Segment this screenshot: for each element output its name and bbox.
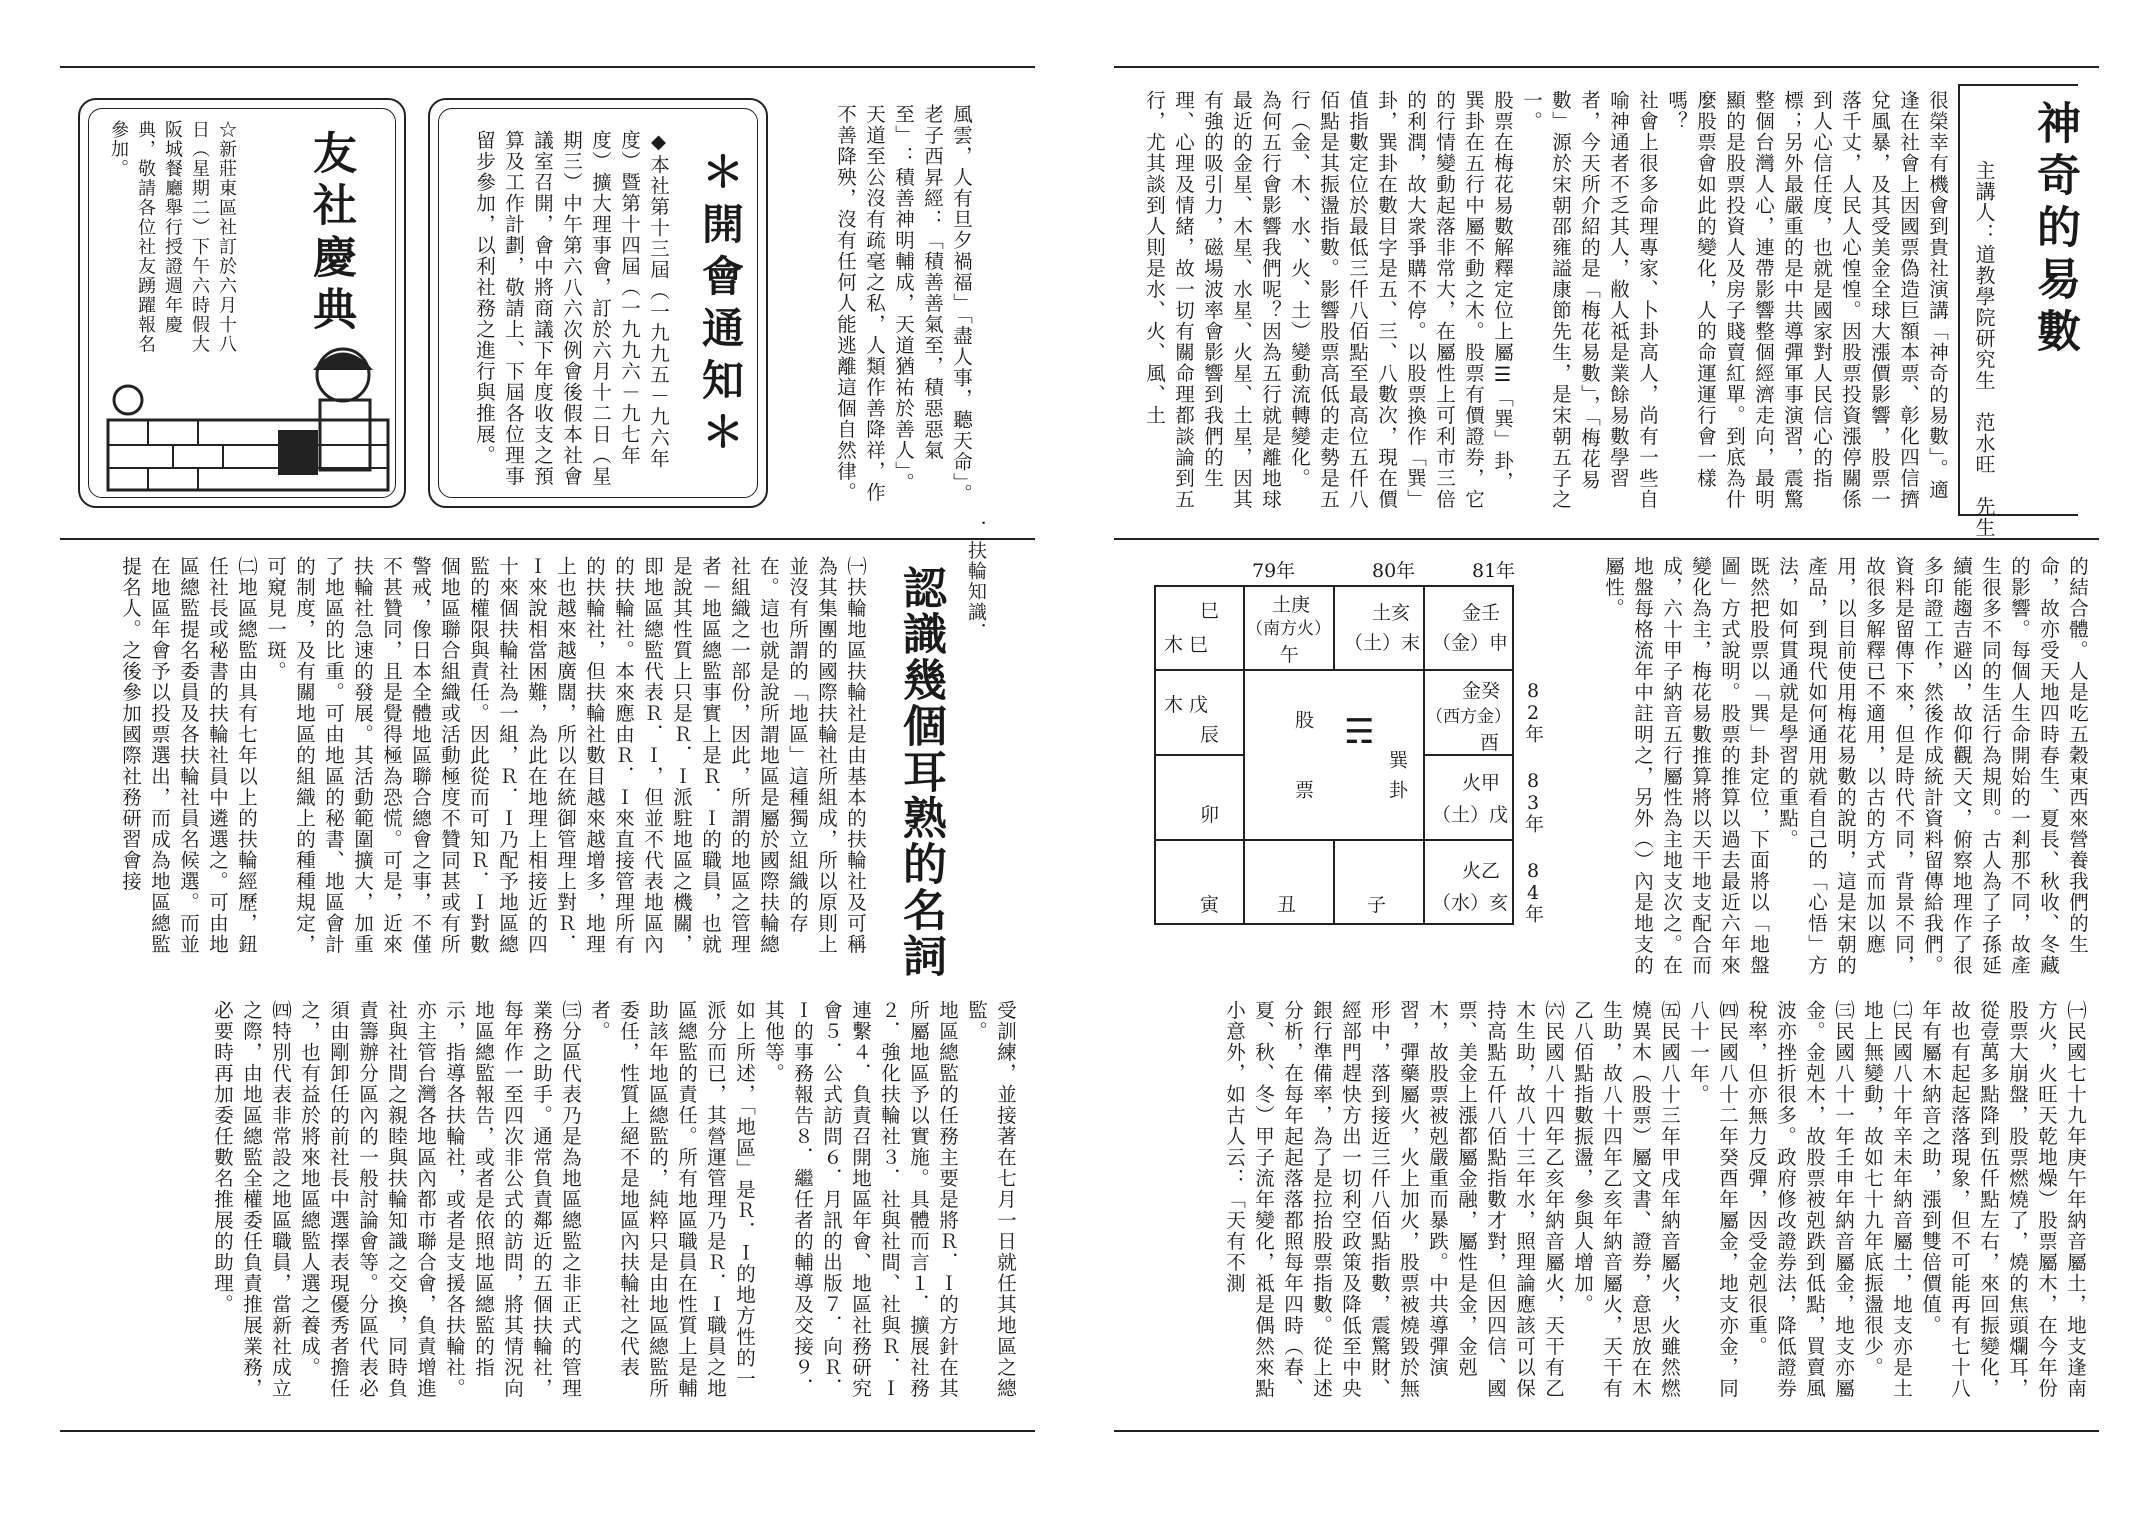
r0c3-b: （金）申 bbox=[1432, 632, 1509, 654]
rotary-knowledge-tag: ．扶輪知識． bbox=[965, 520, 987, 643]
mid-rule bbox=[60, 538, 1035, 540]
article-body-bottom: 受訓練，並接著在七月一日就任其地區之總監。 地區總監的任務主要是將Ｒ．Ｉ的方針在其所屬地區予以實施。具體而言１．擴展社務２．強化扶輪社３．社與社間、社與Ｒ．Ｉ連繫４．負責召開地區年會、地區社務研究會５．公式訪問６．月訊的出版７．向Ｒ．Ｉ的事務報告８．繼任者的輔導及交接９．其他等。 如上所述，「地區」是Ｒ．Ｉ的地方性的一派分而已，其營運管理乃是Ｒ．Ｉ職員之地區總監的責任。所有地區職員在性質上是輔助該年地區總監的，純粹只是由地區總監所委任，性質上絕不是地區內扶輪社之代表者。 ㈢分區代表乃是為地區總監之非正式的管理業務之助手。通常負責鄰近的五個扶輪社，每年作一至四次非公式的訪問，將其情況向地區總監報告，或者是依照地區總監的指示，指導各扶輪社，或者是支援各扶輪社。亦主管台灣各地區內都市聯合會，負責增進社與社間之親睦與扶輪知識之交換，同時負責籌辦分區內的一般討論會等。分區代表必須由剛卸任的前社長中選擇表現優秀者擔任之，也有益於將來地區總監人選之養成。 ㈣特別代表非常設之地區職員，當新社成立之際，由地區總監全權委任負責推展業務，必要時再加委任數名推展的助理。 bbox=[211, 1000, 1017, 1399]
year-79: 79年 bbox=[1252, 560, 1296, 582]
year-82: 82年 bbox=[1522, 680, 1544, 743]
mid-rule bbox=[1114, 538, 2099, 540]
r1c0-b: 辰 bbox=[1200, 724, 1220, 746]
r0c1-a: 土庚 bbox=[1272, 594, 1311, 616]
year-80: 80年 bbox=[1372, 560, 1416, 582]
clubs-title: 友社慶典 bbox=[305, 130, 356, 338]
r0c0-b: 木 巳 bbox=[1164, 634, 1209, 656]
top-body: 很榮幸有機會到貴社演講「神奇的易數」。適逢在社會上因國票偽造巨額本票、彰化四信擠兌風暴，及其受美金全球大漲價影響，股票一落千丈，人民人心惶惶。因股票投資漲停關係到人心信任度，也就是國家對人民信心的指標；另外最嚴重的是中共導彈軍事演習，震驚整個台灣人心，連帶影響整個經濟走向，最明顯的是股票投資人及房子賤賣紅單。到底為什麼股票會如此的變化，人的命運運行會一樣嗎？ 社會上很多命理專家、卜卦高人，尚有一些自喻神通者不乏其人，敝人祗是業餘易數學習者，今天所介紹的是「梅花易數」，「梅花易數」源於宋朝邵雍謚康節先生，是宋朝五子之一。 股票在梅花易數解釋定位上屬☰「巽」卦，巽卦在五行中屬不動之木。股票有價證券，它的行情變動起落非常大，在屬性上可利市三倍的利潤，故大衆爭購不停。以股票換作「巽」卦，巽卦在數目字是五、三、八數次，現在價值指數定位於最低三仟八佰點至最高位五仟八佰點是其振盪指數。影響股票高低的走勢是五行（金、木、水、火、土）變動流轉變化。 為何五行會影響我們呢？因為五行就是離地球最近的金星、木星、水星、火星、土星，因其有強的吸引力，磁場波率會影響到我們的生理、心理及情緒，故一切有關命理都談論到五行，尤其談到人則是水、火、風、土 bbox=[1143, 90, 1949, 510]
r3c3-a: 火乙 bbox=[1462, 860, 1501, 882]
mid-body: 的結合體。人是吃五穀東西來營養我們的生命，故亦受天地四時春生、夏長、秋收、冬藏的影響。每個人生命開始的一剎那不同，故產生很多不同的生活行為規則。古人為了子孫延續能趨吉避凶，故仰觀天文，俯察地理作了很多印證工作，然後作成統計資料留傳給我們。資料是留傳下來，但是時代不同，背景不同，故很多解釋已不適用，以古的方式而加以應用，以目前使用梅花易數的說明，這是宋朝的產品，到現代如何通用就看自己的「心悟」方法，如何貫通就是學習的重點。 既然把股票以「巽」卦定位，下面將以「地盤圖」方式說明。股票的推算以過去最近六年來變化為主，梅花易數推算將以天干地支配合而成，六十甲子納音五行屬性為主地支次之。在地盤每格流年中註明之，另外（）內是地支的屬性。 bbox=[1602, 556, 2089, 976]
title-frame-left bbox=[1958, 84, 1960, 516]
r1c3-b: （西方金） bbox=[1426, 707, 1511, 727]
top-column-text: 風雲，人有旦夕禍福」「盡人事，聽天命」。 老子西昇經：「積善善氣至，積惡惡氣至」：積善神明輔成，天道猶祐於善人」。天道至公沒有疏毫之私，人類作善降祥，作不善降殃，沒有任何人能逃離這個自然律。 bbox=[834, 104, 973, 505]
article-title: 認識幾個耳熟的名詞 bbox=[895, 565, 946, 979]
year-84: 84年 bbox=[1522, 860, 1544, 923]
title-frame-top bbox=[1958, 84, 2078, 86]
article-title: 神奇的易數 bbox=[2029, 100, 2080, 360]
r3c1-a: 丑 bbox=[1277, 894, 1297, 916]
center-xun-label-1: 巽 bbox=[1386, 750, 1408, 769]
r0c1-b: （南方火） bbox=[1246, 619, 1331, 639]
r0c2-b: （土）末 bbox=[1344, 632, 1421, 654]
r2c0-a: 卯 bbox=[1200, 804, 1220, 826]
r1c0-a: 木 戊 bbox=[1164, 694, 1209, 716]
r3c0-a: 寅 bbox=[1200, 894, 1220, 916]
xun-trigram-icon: ☴ bbox=[1344, 712, 1375, 752]
r3c3-b: （水）亥 bbox=[1432, 892, 1509, 914]
cell-r0c0 bbox=[1154, 585, 1244, 670]
right-page bbox=[1072, 0, 2144, 1536]
top-rule bbox=[60, 66, 1035, 68]
center-stock-label-2: 票 bbox=[1292, 780, 1314, 799]
r0c0-a: 巳 bbox=[1200, 600, 1220, 622]
r3c2-a: 子 bbox=[1367, 894, 1387, 916]
year-83: 83年 bbox=[1522, 770, 1544, 833]
bottom-rule bbox=[1114, 1430, 2099, 1432]
r1c3-a: 金癸 bbox=[1462, 680, 1501, 702]
top-rule bbox=[1114, 66, 2099, 68]
center-stock-label-1: 股 bbox=[1292, 710, 1314, 729]
r0c2-a: 土亥 bbox=[1372, 602, 1411, 624]
bottom-rule bbox=[60, 1430, 1035, 1432]
r2c3-b: （土）戊 bbox=[1432, 804, 1509, 826]
cell-r3c0 bbox=[1154, 840, 1244, 925]
cartoon-illustration bbox=[98, 330, 398, 500]
bottom-body: ㈠民國七十九年庚午年納音屬土，地支逢南方火，火旺天乾地燥）股票屬木，在今年份股票大崩盤，股票燃燒了，燒的焦頭爛耳，從壹萬多點降到伍仟點左右，來回振變化，故也有起起落落現象，但不可能再有七十八年有屬木納音之助，漲到雙倍價值。 ㈡民國八十年辛未年納音屬土，地支亦是土地上無變動，故如七十九年底振盪很少。 ㈢民國八十一年壬申年納音屬金，地支亦屬金。金剋木，故股票被剋跌到低點，買賣風波亦挫折很多。政府修改證券法，降低證券稅率，但亦無力反彈，因受金剋很重。 ㈣民國八十二年癸酉年屬金，地支亦金，同八十一年。 ㈤民國八十三年甲戌年納音屬火，火雖然燃燒異木（股票）屬文書、證券，意思放在木生助，故八十四年乙亥年納音屬火，天干有乙八佰點指數振盪，參與人增加。 ㈥民國八十四年乙亥年納音屬火，天干有乙木生助，故八十三年水，照理論應該可以保持高點五仟八佰點指數才對，但因四信、國票、美金上漲都屬金融，屬性是金，金剋木，故股票被剋嚴重而暴跌。中共導彈演習，彈藥屬火，火上加火，股票被燒毀於無形中，落到接近三仟八佰點指數，震驚財、經部門趕快方出一切利空政策及降低至中央銀行準備率，為了是拉抬股票指數。從上述分析，在每年起起落落都照每年四時（春、夏、秋、冬）甲子流年變化，祗是偶然來點小意外，如古人云：「天有不測 bbox=[1223, 1000, 2087, 1399]
r0c3-a: 金壬 bbox=[1462, 602, 1501, 624]
speaker-line: 主講人：道教學院研究生 范水旺 先生 bbox=[1972, 160, 1996, 538]
clubs-body: ☆新莊東區社訂於六月十八日（星期二）下午六時假大阪城餐廳舉行授證週年慶典，敬請各位社友踴躍報名參加。 bbox=[108, 120, 237, 354]
center-xun-label-2: 卦 bbox=[1386, 780, 1408, 799]
article-body-top: ㈠扶輪地區扶輪社是由基本的扶輪社及可稱為其集團的國際扶輪社所組成，所以原則上並沒有所謂的「地區」這種獨立組織的存在。這也就是說所謂地區是屬於國際扶輪總社組織之一部份，因此，所謂的地區之管理者－地區總監事實上是Ｒ．Ｉ的職員，也就是說其性質上只是Ｒ．Ｉ派駐地區之機關，即地區總監代表Ｒ．Ｉ，但並不代表地區內的扶輪社。本來應由Ｒ．Ｉ來直接管理所有的扶輪社，但扶輪社數目越來越增多，地理上也越來越廣闊，所以在統御管理上對Ｒ．Ｉ來說相當困難，為此在地理上相接近的四十來個扶輪社為一組，Ｒ．Ｉ乃配予地區總監的權限與責任。因此從而可知Ｒ．Ｉ對數個地區聯合組織或活動極度不贊同甚或有所警戒，像日本全體地區聯合總會之事，不僅不甚贊同，且是覺得極為恐慌。可是，近來扶輪社急速的發展。其活動範圍擴大，加重了地區的比重。可由地區的秘書、地區會計的制度，及有關地區的組織上的種種規定，可窺見一斑。 ㈡地區總監由具有七年以上的扶輪經歷，鈕任社長或秘書的扶輪社員中遴選之。可由地區總監提名委員及各扶輪社員名候選。而並在地區年會予以投票選出，而成為地區總監提名人。之後參加國際社務研習會接 bbox=[119, 556, 867, 955]
year-81: 81年 bbox=[1472, 560, 1516, 582]
r0c1-c: 午 bbox=[1280, 644, 1300, 666]
r2c3-a: 火甲 bbox=[1462, 772, 1501, 794]
meeting-body: ◆本社第十三屆（一九九五－九六年度）暨第十四屆（一九九六－九七年度）擴大理事會，訂於六月十二日（星期三）中午第六八六次例會後假本社會議室召開，會中將商議下年度收支之預算及工作計劃，敬請上、下屆各位理事留步參加，以利社務之進行與推展。 bbox=[473, 130, 670, 487]
meeting-title: ＊開會通知＊ bbox=[696, 150, 745, 462]
cell-r2c0 bbox=[1154, 755, 1244, 840]
r1c3-c: 酉 bbox=[1480, 732, 1500, 754]
